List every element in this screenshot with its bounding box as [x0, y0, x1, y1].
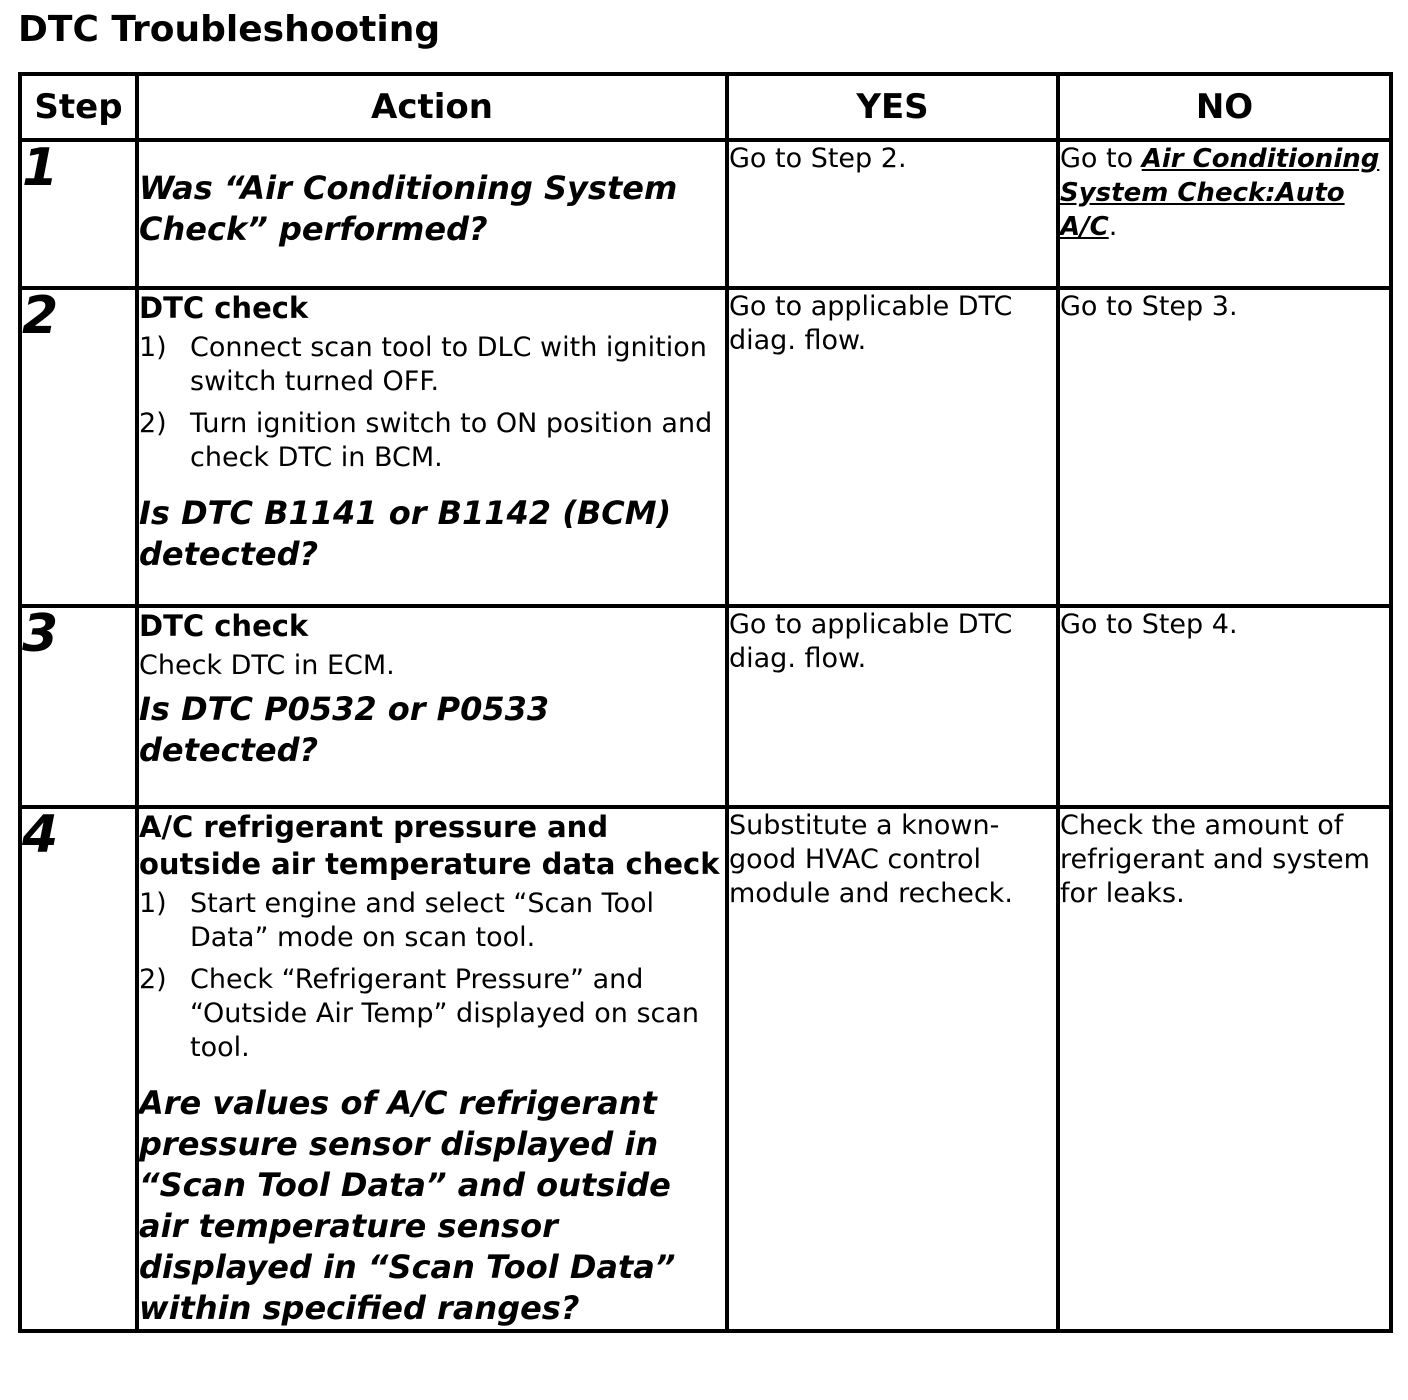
dtc-table [18, 72, 1393, 1333]
step-question: Are values of A/C refrigerant pressure sensor displayed in “Scan Tool Data” and outside air temperature sensor displayed in “Scan Tool Data” within specified ranges? [139, 1084, 676, 1327]
action-cell [137, 807, 727, 1331]
step-heading: DTC check [139, 291, 309, 325]
no-text: Go to Step 3. [1060, 291, 1238, 322]
step-heading: A/C refrigerant pressure and outside air temperature data check [139, 810, 720, 881]
yes-cell [727, 606, 1058, 807]
air-conditioning-system-check-link[interactable]: Air Conditioning System Check:Auto A/C [1060, 144, 1380, 242]
no-text-suffix: . [1108, 211, 1118, 242]
step-number: 4 [22, 805, 59, 865]
table-header-row [20, 74, 1391, 140]
yes-text: Go to applicable DTC diag. flow. [729, 609, 1013, 674]
column-header-action: Action [137, 74, 727, 140]
yes-cell [727, 807, 1058, 1331]
no-cell [1058, 807, 1391, 1331]
no-cell [1058, 140, 1391, 288]
no-cell [1058, 288, 1391, 606]
step-number: 3 [22, 604, 59, 664]
step-cell [20, 288, 137, 606]
table-row [20, 606, 1391, 807]
table-row [20, 807, 1391, 1331]
step-question: Was “Air Conditioning System Check” performed? [139, 169, 678, 248]
table-row [20, 288, 1391, 606]
procedure-list [139, 887, 725, 1065]
step-number: 2 [22, 286, 59, 346]
no-text-prefix: Go to [1060, 143, 1142, 174]
column-header-step: Step [20, 74, 137, 140]
step-question: Is DTC B1141 or B1142 (BCM) detected? [139, 494, 672, 573]
list-item-text: Turn ignition switch to ON position and check DTC in BCM. [190, 408, 713, 473]
procedure-list [139, 331, 725, 475]
yes-text: Substitute a known-good HVAC control module and recheck. [729, 810, 1013, 909]
list-item-number: 2) [139, 408, 167, 439]
step-number: 1 [22, 138, 59, 198]
table-row [20, 140, 1391, 288]
action-cell [137, 140, 727, 288]
column-header-no: NO [1058, 74, 1391, 140]
action-cell [137, 288, 727, 606]
list-item-number: 1) [139, 888, 167, 919]
step-cell [20, 807, 137, 1331]
list-item-text: Start engine and select “Scan Tool Data” mode on scan tool. [190, 888, 655, 953]
step-cell [20, 606, 137, 807]
list-item-number: 2) [139, 964, 167, 995]
list-item-text: Connect scan tool to DLC with ignition switch turned OFF. [190, 332, 707, 397]
step-cell [20, 140, 137, 288]
step-question: Is DTC P0532 or P0533 detected? [139, 690, 550, 769]
column-header-yes: YES [727, 74, 1058, 140]
no-text: Go to Step 4. [1060, 609, 1238, 640]
list-item [139, 887, 725, 955]
action-cell [137, 606, 727, 807]
list-item [139, 407, 725, 475]
list-item [139, 963, 725, 1065]
yes-cell [727, 140, 1058, 288]
yes-text: Go to Step 2. [729, 143, 907, 174]
list-item-number: 1) [139, 332, 167, 363]
yes-cell [727, 288, 1058, 606]
no-text: Check the amount of refrigerant and system for leaks. [1060, 810, 1370, 909]
no-cell [1058, 606, 1391, 807]
list-item-text: Check “Refrigerant Pressure” and “Outside Air Temp” displayed on scan tool. [190, 964, 700, 1063]
page-title: DTC Troubleshooting [18, 9, 441, 50]
yes-text: Go to applicable DTC diag. flow. [729, 291, 1013, 356]
step-heading: DTC check [139, 609, 309, 643]
step-instruction: Check DTC in ECM. [139, 650, 395, 681]
list-item [139, 331, 725, 399]
